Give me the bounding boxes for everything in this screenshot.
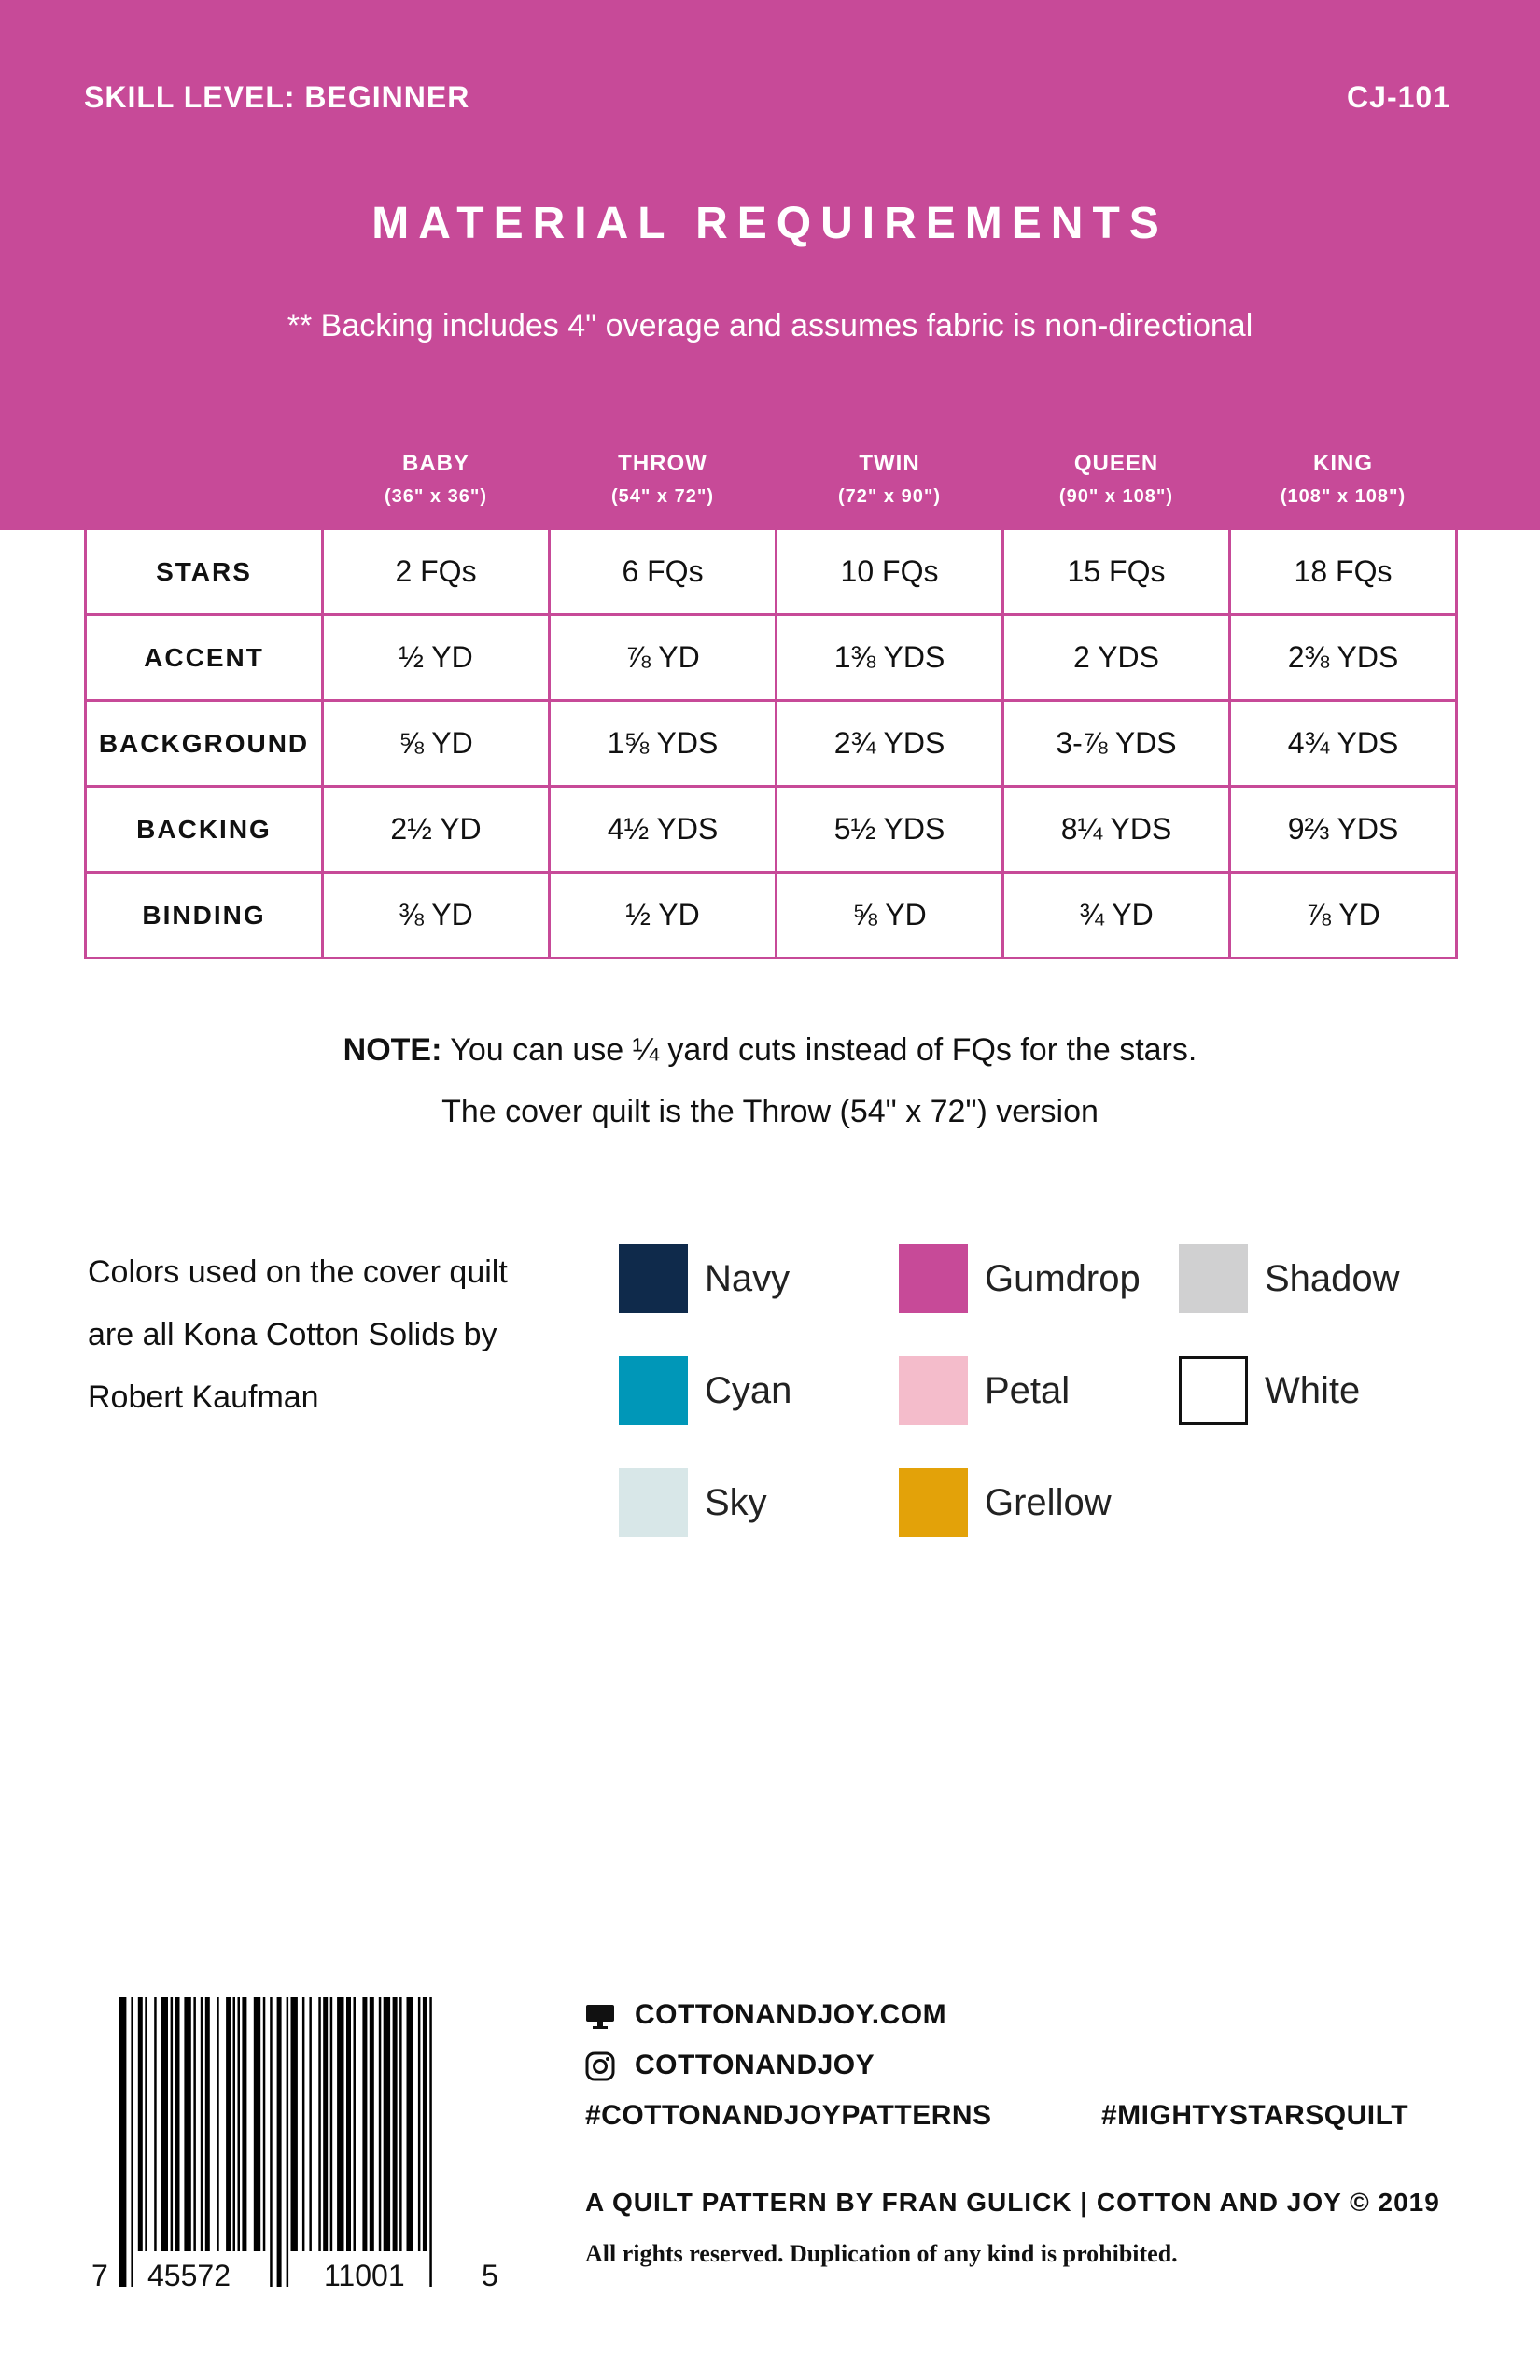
- stars-note: [0, 1032, 1540, 1069]
- instagram-icon: [585, 2051, 615, 2081]
- barcode-bar: [362, 1997, 367, 2251]
- website-link[interactable]: COTTONANDJOY.COM: [635, 1999, 947, 2030]
- barcode-bar: [145, 1997, 147, 2251]
- table-cell: ½ YD: [550, 873, 777, 959]
- barcode-bar: [399, 1997, 402, 2251]
- barcode-bar: [193, 1997, 196, 2251]
- barcode-bar: [138, 1997, 143, 2251]
- table-row: [86, 615, 1457, 701]
- table-cell: ½ YD: [323, 615, 550, 701]
- table-row: [86, 529, 1457, 615]
- barcode-bar: [346, 1997, 351, 2251]
- barcode-bar: [379, 1997, 382, 2251]
- barcode-bar: [263, 1997, 266, 2251]
- monitor-icon: [585, 2003, 615, 2031]
- barcode-bar: [171, 1997, 174, 2251]
- page-title: MATERIAL REQUIREMENTS: [371, 199, 1169, 248]
- column-header: THROW (54" x 72"): [550, 429, 777, 529]
- table-cell: 3-⅞ YDS: [1003, 701, 1230, 787]
- barcode-digit: 7: [91, 2259, 108, 2292]
- barcode-bar: [393, 1997, 398, 2251]
- cover-note: The cover quilt is the Throw (54" x 72") version: [441, 1094, 1099, 1129]
- color-swatch: [1179, 1356, 1248, 1425]
- barcode-bar: [354, 1997, 357, 2251]
- barcode-bar: [330, 1997, 333, 2251]
- barcode-bar: [119, 1997, 126, 2287]
- hashtag: #MIGHTYSTARSQUILT: [1101, 2100, 1409, 2131]
- swatch-label: Petal: [985, 1370, 1071, 1411]
- barcode-bar: [175, 1997, 180, 2251]
- barcode-bar: [323, 1997, 328, 2251]
- hashtag: #COTTONANDJOYPATTERNS: [585, 2100, 992, 2131]
- barcode-bar: [184, 1997, 190, 2251]
- row-label: BACKING: [86, 787, 323, 873]
- barcode-bar: [233, 1997, 236, 2251]
- color-swatch: [899, 1356, 968, 1425]
- barcode-bar: [318, 1997, 321, 2251]
- table-cell: 1⅝ YDS: [550, 701, 777, 787]
- barcode-bar: [217, 1997, 219, 2251]
- table-row: [86, 701, 1457, 787]
- instagram-handle[interactable]: COTTONANDJOY: [635, 2050, 875, 2080]
- barcode-bar: [154, 1997, 157, 2251]
- column-header: QUEEN (90" x 108"): [1003, 429, 1230, 529]
- swatch-label: Shadow: [1265, 1258, 1400, 1299]
- color-swatch: [899, 1468, 968, 1537]
- table-cell: 2⅜ YDS: [1230, 615, 1457, 701]
- table-cell: 4½ YDS: [550, 787, 777, 873]
- barcode-bar: [201, 1997, 203, 2251]
- column-header: KING (108" x 108"): [1230, 429, 1457, 529]
- table-header-row: [86, 429, 1457, 529]
- barcode-bar: [423, 1997, 427, 2251]
- barcode-bar: [226, 1997, 231, 2251]
- barcode-bar: [242, 1997, 246, 2251]
- table-cell: ⅜ YD: [323, 873, 550, 959]
- swatch-label: Sky: [705, 1482, 767, 1523]
- table-cell: 2 FQs: [323, 529, 550, 615]
- table-cell: 15 FQs: [1003, 529, 1230, 615]
- table-cell: ⅝ YD: [323, 701, 550, 787]
- barcode-bar: [238, 1997, 241, 2251]
- barcode-bar: [418, 1997, 421, 2251]
- barcode-digit: 5: [482, 2259, 498, 2292]
- table-cell: ⅞ YD: [550, 615, 777, 701]
- column-header: TWIN (72" x 90"): [777, 429, 1003, 529]
- barcode-bar: [270, 1997, 273, 2287]
- row-label: BACKGROUND: [86, 701, 323, 787]
- barcode-bar: [277, 1997, 282, 2287]
- barcode-digit: 45572: [147, 2259, 231, 2292]
- backing-note: ** Backing includes 4" overage and assumes fabric is non-directional: [287, 308, 1253, 343]
- barcode-bar: [429, 1997, 432, 2287]
- color-swatch: [619, 1468, 688, 1537]
- table-cell: ⅞ YD: [1230, 873, 1457, 959]
- pattern-credit: A QUILT PATTERN BY FRAN GULICK | COTTON AND JOY © 2019: [585, 2188, 1440, 2217]
- swatch-label: Navy: [705, 1258, 791, 1299]
- table-cell: 9⅔ YDS: [1230, 787, 1457, 873]
- rights-notice: All rights reserved. Duplication of any kind is prohibited.: [585, 2240, 1178, 2267]
- column-header: BABY (36" x 36"): [323, 429, 550, 529]
- table-corner: [86, 429, 323, 529]
- table-row: [86, 787, 1457, 873]
- swatch-label: Grellow: [985, 1482, 1112, 1523]
- barcode-bar: [205, 1997, 210, 2251]
- barcode-bar: [161, 1997, 168, 2251]
- colors-intro: Colors used on the cover quilt are all Kona Cotton Solids by Robert Kaufman: [88, 1254, 508, 1415]
- row-label: STARS: [86, 529, 323, 615]
- material-requirements-table: [84, 427, 1458, 959]
- table-cell: 5½ YDS: [777, 787, 1003, 873]
- color-swatch: [619, 1356, 688, 1425]
- table-cell: 2 YDS: [1003, 615, 1230, 701]
- swatch-label: Gumdrop: [985, 1258, 1141, 1299]
- note-label: NOTE:: [343, 1032, 442, 1068]
- barcode-bar: [254, 1997, 260, 2251]
- table-cell: ⅝ YD: [777, 873, 1003, 959]
- barcode-bar: [291, 1997, 298, 2251]
- barcode-digit: 11001: [324, 2259, 405, 2292]
- barcode-bar: [309, 1997, 312, 2251]
- table-cell: 8¼ YDS: [1003, 787, 1230, 873]
- swatch-label: Cyan: [705, 1370, 792, 1411]
- row-label: ACCENT: [86, 615, 323, 701]
- barcode-bar: [370, 1997, 374, 2251]
- table-cell: 6 FQs: [550, 529, 777, 615]
- table-cell: 2½ YD: [323, 787, 550, 873]
- barcode-bar: [407, 1997, 413, 2251]
- row-label: BINDING: [86, 873, 323, 959]
- barcode-bar: [287, 1997, 289, 2287]
- table-cell: 10 FQs: [777, 529, 1003, 615]
- note-text: You can use ¼ yard cuts instead of FQs for the stars.: [441, 1032, 1197, 1068]
- table-cell: ¾ YD: [1003, 873, 1230, 959]
- table-cell: 1⅜ YDS: [777, 615, 1003, 701]
- table-cell: 4¾ YDS: [1230, 701, 1457, 787]
- barcode-bar: [337, 1997, 343, 2251]
- table-cell: 18 FQs: [1230, 529, 1457, 615]
- color-swatch: [899, 1244, 968, 1313]
- color-swatch: [1179, 1244, 1248, 1313]
- pattern-code: CJ-101: [1347, 80, 1450, 114]
- swatch-label: White: [1265, 1370, 1361, 1411]
- barcode-bar: [384, 1997, 390, 2251]
- table-row: [86, 873, 1457, 959]
- barcode: [119, 1997, 497, 2287]
- barcode-bar: [131, 1997, 133, 2287]
- color-swatch: [619, 1244, 688, 1313]
- barcode-bar: [302, 1997, 305, 2251]
- skill-level: SKILL LEVEL: BEGINNER: [84, 80, 470, 114]
- table-cell: 2¾ YDS: [777, 701, 1003, 787]
